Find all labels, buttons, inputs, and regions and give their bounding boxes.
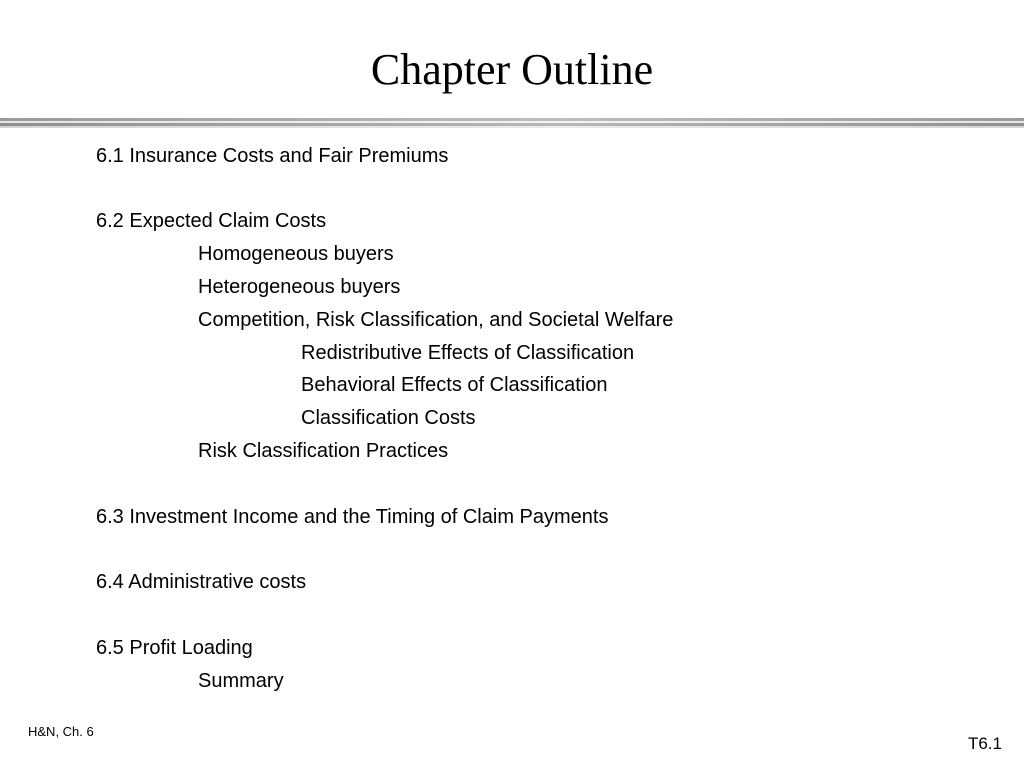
- outline-subitem: Risk Classification Practices: [198, 440, 449, 462]
- outline-item: 6.3 Investment Income and the Timing of Claim Payments: [96, 506, 609, 528]
- outline-subsubitem: Behavioral Effects of Classification: [301, 374, 608, 396]
- outline-subsubitem: Redistributive Effects of Classification: [301, 342, 635, 364]
- slide-number: T6.1: [967, 734, 1002, 753]
- footer-source-label: H&N, Ch. 6: [28, 724, 94, 739]
- outline-subsubitem: Classification Costs: [301, 407, 476, 429]
- outline-item: 6.5 Profit Loading: [96, 637, 253, 659]
- outline-subitem: Heterogeneous buyers: [198, 276, 401, 298]
- outline-item: 6.1 Insurance Costs and Fair Premiums: [96, 145, 449, 167]
- outline-subitem: Competition, Risk Classification, and Societal Welfare: [198, 309, 674, 331]
- outline-subitem: Summary: [198, 670, 284, 692]
- outline-item: 6.2 Expected Claim Costs: [96, 210, 327, 232]
- slide-title: Chapter Outline: [370, 45, 654, 94]
- outline-subitem: Homogeneous buyers: [198, 243, 394, 265]
- outline-item: 6.4 Administrative costs: [96, 571, 307, 593]
